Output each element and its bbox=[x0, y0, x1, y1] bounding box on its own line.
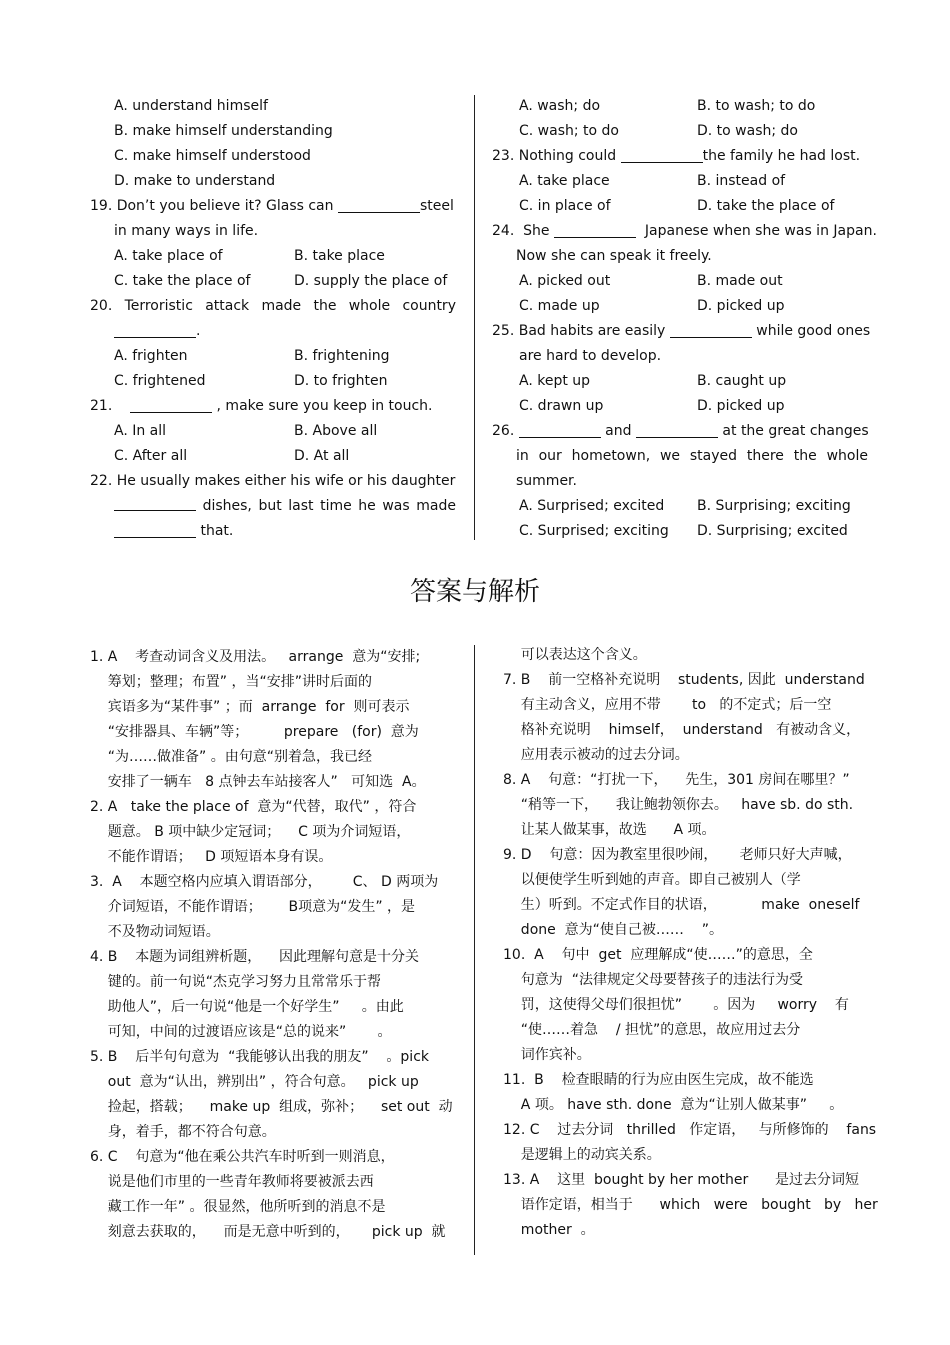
q26-option-d: D. Surprising; excited bbox=[697, 523, 848, 539]
answer-line: 介词短语，不能作谓语； B项意为“发生” ，是 bbox=[90, 899, 416, 915]
q21-options-row1 bbox=[90, 419, 456, 444]
q26-word: the bbox=[793, 448, 817, 464]
answer-line: 语作定语，相当于 which were bought by her bbox=[503, 1197, 878, 1213]
q21-option-c: C. After all bbox=[114, 448, 188, 464]
q20-word: Terroristic bbox=[124, 298, 193, 314]
q20-blank bbox=[114, 321, 196, 338]
answer-line: 让某人做某事，故选 A 项。 bbox=[503, 822, 716, 838]
answer-line: “为……做准备” 。由句意“别着急，我已经 bbox=[90, 749, 373, 765]
q21-option-b: B. Above all bbox=[294, 423, 378, 439]
q26-word: stayed bbox=[689, 448, 738, 464]
q26-word: hometown, bbox=[571, 448, 651, 464]
q19-blank bbox=[338, 196, 420, 213]
answer-line: 1. A 考查动词含义及用法。 arrange 意为“安排; bbox=[90, 649, 421, 665]
q26-stem-end: at the great changes bbox=[717, 423, 869, 439]
answer-line: 句意为 “法律规定父母要替孩子的违法行为受 bbox=[503, 972, 803, 988]
q19-option-b: B. take place bbox=[294, 248, 385, 264]
q24-option-a: A. picked out bbox=[519, 273, 611, 289]
q26-blank-1 bbox=[519, 421, 601, 438]
q24-options-row2 bbox=[492, 294, 868, 319]
answer-line: 捡起，搭载； make up 组成，弥补； set out 动 bbox=[90, 1099, 453, 1115]
q20-stem bbox=[90, 294, 456, 319]
q26-word: we bbox=[659, 448, 681, 464]
answer-line: 9. D 句意：因为教室里很吵闹， 老师只好大声喊， bbox=[503, 847, 852, 863]
q22-option-d: D. to wash; do bbox=[697, 123, 799, 139]
q21-options-row2 bbox=[90, 444, 456, 469]
q22-word: made bbox=[416, 498, 456, 514]
q26-word: in bbox=[516, 448, 529, 464]
answer-line: 筹划；整理；布置” ，当“安排”讲时后面的 bbox=[90, 674, 373, 690]
q19-stem-line2: in many ways in life. bbox=[114, 223, 259, 239]
q20-stem-line2 bbox=[90, 319, 456, 344]
answer-line: 10. A 句中 get 应理解成“使……”的意思，全 bbox=[503, 947, 813, 963]
q24-stem-line2: Now she can speak it freely. bbox=[516, 248, 712, 264]
q23-stem-text: 23. Nothing could bbox=[492, 148, 621, 164]
q20-word: made bbox=[261, 298, 302, 314]
answer-line: mother 。 bbox=[503, 1222, 595, 1238]
q23-option-c: C. in place of bbox=[519, 198, 611, 214]
answer-line: 3. A 本题空格内应填入谓语部分， C、 D 两项为 bbox=[90, 874, 439, 890]
q26-options-row2 bbox=[492, 519, 868, 544]
q22-options-row1 bbox=[492, 94, 868, 119]
q24-stem bbox=[492, 219, 877, 244]
q20-word: the bbox=[313, 298, 337, 314]
q26-option-c: C. Surprised; exciting bbox=[519, 523, 669, 539]
answers-heading: 答案与解析 bbox=[409, 577, 540, 607]
q24-option-d: D. picked up bbox=[697, 298, 785, 314]
q26-stem-line2 bbox=[492, 444, 868, 469]
answer-line: 不及物动词短语。 bbox=[90, 924, 220, 940]
q20-word: country bbox=[402, 298, 456, 314]
q22-word: was bbox=[382, 498, 410, 514]
q19-options-row2 bbox=[90, 269, 456, 294]
q20-option-a: A. frighten bbox=[114, 348, 188, 364]
q20-word: whole bbox=[348, 298, 391, 314]
q22-word: last bbox=[288, 498, 314, 514]
q20-stem-end: . bbox=[196, 323, 201, 339]
q19-stem bbox=[90, 194, 456, 219]
q26-word: there bbox=[746, 448, 784, 464]
column-divider-bottom bbox=[474, 645, 475, 1255]
answer-line: “稍等一下， 我让鲍勃领你去。 have sb. do sth. bbox=[503, 797, 854, 813]
answer-line: 题意。 B 项中缺少定冠词； C 项为介词短语， bbox=[90, 824, 411, 840]
answer-line: “安排器具、车辆”等； prepare (for) 意为 bbox=[90, 724, 419, 740]
q22-stem: 22. He usually makes either his wife or his daughter bbox=[90, 473, 456, 489]
q25-option-b: B. caught up bbox=[697, 373, 787, 389]
q26-option-a: A. Surprised; excited bbox=[519, 498, 665, 514]
answers-left-column bbox=[90, 645, 460, 1245]
q18-option-b: B. make himself understanding bbox=[114, 123, 333, 139]
answer-line: 可以表达这个含义。 bbox=[503, 647, 647, 663]
answer-line: done 意为“使自己被…… ”。 bbox=[503, 922, 723, 938]
q22-option-a: A. wash; do bbox=[519, 98, 601, 114]
q22-word: dishes, bbox=[202, 498, 252, 514]
answer-line: 有主动含义，应用不带 to 的不定式；后一空 bbox=[503, 697, 832, 713]
answer-line: A 项。 have sth. done 意为“让别人做某事” 。 bbox=[503, 1097, 844, 1113]
answer-line: 刻意去获取的， 而是无意中听到的， pick up 就 bbox=[90, 1224, 446, 1240]
q25-stem-text: 25. Bad habits are easily bbox=[492, 323, 670, 339]
column-divider-top bbox=[474, 95, 475, 540]
q19-option-a: A. take place of bbox=[114, 248, 223, 264]
answer-line: 说是他们市里的一些青年教师将要被派去西 bbox=[90, 1174, 374, 1190]
q19-stem-end: steel bbox=[419, 198, 454, 214]
q18-option-d: D. make to understand bbox=[114, 173, 276, 189]
q22-word: time bbox=[320, 498, 352, 514]
q22-stem-end: that. bbox=[196, 523, 234, 539]
q22-options-row2 bbox=[492, 119, 868, 144]
q18-option-a: A. understand himself bbox=[114, 98, 268, 114]
answer-line: 键的。前一句说“杰克学习努力且常常乐于帮 bbox=[90, 974, 382, 990]
q25-stem-line2: are hard to develop. bbox=[519, 348, 662, 364]
q24-stem-end: Japanese when she was in Japan. bbox=[636, 223, 877, 239]
answer-line: 7. B 前一空格补充说明 students, 因此 understand bbox=[503, 672, 865, 688]
q21-blank bbox=[130, 396, 212, 413]
answer-line: 格补充说明 himself， understand 有被动含义， bbox=[503, 722, 861, 738]
q24-options-row1 bbox=[492, 269, 868, 294]
q22-word: but bbox=[258, 498, 282, 514]
q26-options-row1 bbox=[492, 494, 868, 519]
q20-option-b: B. frightening bbox=[294, 348, 390, 364]
q25-option-c: C. drawn up bbox=[519, 398, 604, 414]
q21-stem-text: , make sure you keep in touch. bbox=[212, 398, 433, 414]
q20-options-row1 bbox=[90, 344, 456, 369]
q26-word: whole bbox=[826, 448, 868, 464]
answer-line: 生）听到。不定式作目的状语， make oneself bbox=[503, 897, 860, 913]
q21-number: 21. bbox=[90, 398, 131, 414]
q26-number: 26. bbox=[492, 423, 519, 439]
answer-line: 5. B 后半句句意为 “我能够认出我的朋友” 。pick bbox=[90, 1049, 429, 1065]
answer-line: 可知，中间的过渡语应该是“总的说来” 。 bbox=[90, 1024, 392, 1040]
q21-option-d: D. At all bbox=[294, 448, 350, 464]
answer-line: 12. C 过去分词 thrilled 作定语， 与所修饰的 fans bbox=[503, 1122, 877, 1138]
q24-blank bbox=[554, 221, 636, 238]
answer-line: out 意为“认出，辨别出” ，符合句意。 pick up bbox=[90, 1074, 419, 1090]
q22-option-c: C. wash; to do bbox=[519, 123, 619, 139]
q19-option-c: C. take the place of bbox=[114, 273, 251, 289]
q26-stem bbox=[492, 419, 868, 444]
q24-option-c: C. made up bbox=[519, 298, 600, 314]
answer-line: 助他人”，后一句说“他是一个好学生” 。由此 bbox=[90, 999, 404, 1015]
answer-line: 应用表示被动的过去分词。 bbox=[503, 747, 689, 763]
q19-stem-text: 19. Don’t you believe it? Glass can bbox=[90, 198, 338, 214]
q26-option-b: B. Surprising; exciting bbox=[697, 498, 851, 514]
q20-word: 20. bbox=[90, 298, 113, 314]
q26-and: and bbox=[600, 423, 636, 439]
q25-option-a: A. kept up bbox=[519, 373, 591, 389]
q20-options-row2 bbox=[90, 369, 456, 394]
q23-stem bbox=[492, 144, 868, 169]
q23-option-b: B. instead of bbox=[697, 173, 786, 189]
q24-stem-text: 24. She bbox=[492, 223, 554, 239]
answer-line: 8. A 句意：“打扰一下， 先生，301 房间在哪里？” bbox=[503, 772, 850, 788]
answer-line: 11. B 检查眼睛的行为应由医生完成，故不能选 bbox=[503, 1072, 814, 1088]
q19-option-d: D. supply the place of bbox=[294, 273, 448, 289]
q20-word: attack bbox=[205, 298, 250, 314]
q26-stem-line3: summer. bbox=[516, 473, 577, 489]
q25-blank bbox=[670, 321, 752, 338]
answer-line: 13. A 这里 bought by her mother 是过去分词短 bbox=[503, 1172, 859, 1188]
answer-line: 安排了一辆车 8 点钟去车站接客人” 可知选 A。 bbox=[90, 774, 426, 790]
q22-stem-line3 bbox=[90, 519, 456, 544]
q25-options-row1 bbox=[492, 369, 868, 394]
q22-blank-2 bbox=[114, 521, 196, 538]
q19-options-row1 bbox=[90, 244, 456, 269]
q23-options-row2 bbox=[492, 194, 868, 219]
q25-stem-end: while good ones bbox=[751, 323, 871, 339]
answer-line: 以便使学生听到她的声音。即自己被别人（学 bbox=[503, 872, 801, 888]
right-question-column bbox=[492, 94, 877, 544]
q22-option-b: B. to wash; to do bbox=[697, 98, 816, 114]
q22-stem-line2 bbox=[90, 494, 456, 519]
answer-line: 4. B 本题为词组辨析题， 因此理解句意是十分关 bbox=[90, 949, 420, 965]
left-question-column bbox=[90, 94, 456, 544]
answer-line: 罚，这使得父母们很担忧” 。因为 worry 有 bbox=[503, 997, 849, 1013]
answer-line: 2. A take the place of 意为“代替，取代” ，符合 bbox=[90, 799, 417, 815]
answer-line: 词作宾补。 bbox=[503, 1047, 591, 1063]
q24-option-b: B. made out bbox=[697, 273, 783, 289]
answer-line: 不能作谓语； D 项短语本身有误。 bbox=[90, 849, 333, 865]
q25-options-row2 bbox=[492, 394, 868, 419]
q20-option-d: D. to frighten bbox=[294, 373, 388, 389]
answer-line: 身，着手，都不符合句意。 bbox=[90, 1124, 276, 1140]
answer-line: 藏工作一年” 。很显然，他所听到的消息不是 bbox=[90, 1199, 386, 1215]
answer-line: “使……着急 / 担忧”的意思，故应用过去分 bbox=[503, 1022, 801, 1038]
q18-option-c: C. make himself understood bbox=[114, 148, 311, 164]
answers-right-column bbox=[503, 643, 878, 1243]
q23-stem-end: the family he had lost. bbox=[702, 148, 861, 164]
q26-blank-2 bbox=[636, 421, 718, 438]
q23-option-a: A. take place bbox=[519, 173, 610, 189]
answer-line: 宾语多为“某件事” ；而 arrange for 则可表示 bbox=[90, 699, 410, 715]
q23-options-row1 bbox=[492, 169, 868, 194]
q21-stem bbox=[90, 394, 456, 419]
q25-option-d: D. picked up bbox=[697, 398, 785, 414]
q23-blank bbox=[621, 146, 703, 163]
q22-blank-1 bbox=[114, 494, 196, 511]
q22-word: he bbox=[358, 498, 376, 514]
q26-word: our bbox=[538, 448, 562, 464]
q20-option-c: C. frightened bbox=[114, 373, 206, 389]
answer-line: 是逻辑上的动宾关系。 bbox=[503, 1147, 661, 1163]
q23-option-d: D. take the place of bbox=[697, 198, 835, 214]
q25-stem bbox=[492, 319, 871, 344]
answer-line: 6. C 句意为“他在乘公共汽车时听到一则消息， bbox=[90, 1149, 395, 1165]
q21-option-a: A. In all bbox=[114, 423, 167, 439]
